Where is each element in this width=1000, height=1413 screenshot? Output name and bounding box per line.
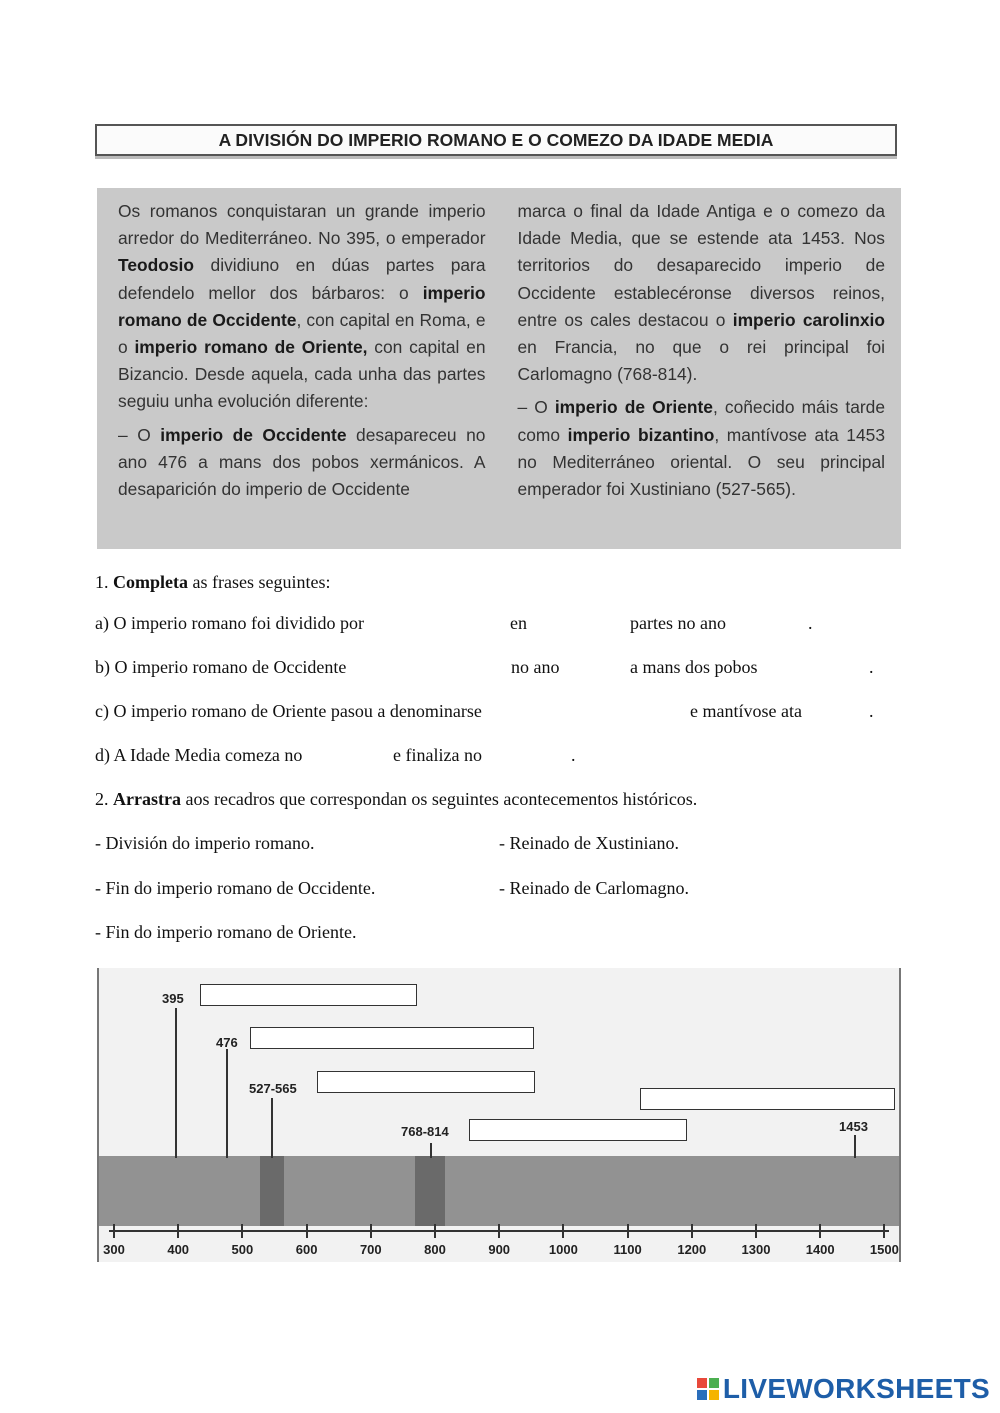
timeline-tick: [627, 1224, 629, 1238]
timeline-tick: [434, 1224, 436, 1238]
label-527-565: 527-565: [249, 1081, 297, 1096]
timeline-tick: [241, 1224, 243, 1238]
drop-box-527-565[interactable]: [317, 1071, 535, 1093]
label-768-814: 768-814: [401, 1124, 449, 1139]
timeline-tick: [691, 1224, 693, 1238]
timeline-tick: [498, 1224, 500, 1238]
reading-passage: [97, 188, 901, 549]
reading-right-column: [518, 198, 886, 549]
timeline-tick-label: 800: [424, 1242, 446, 1257]
liveworksheets-logo: [697, 1373, 990, 1405]
timeline-tick-label: 500: [231, 1242, 254, 1257]
reading-paragraph: Os romanos conquistaran un grande imperio arredor do Mediterráneo. No 395, o emperador Teodosio dividiuno en dúas partes para defendelo mellor dos bárbaros: o imperio romano de Occidente, con capital en Roma, e o imperio romano de Oriente, con capital en Bizancio. Desde aquela, cada unha das partes seguiu unha evolución diferente:: [118, 201, 486, 412]
timeline-tick-label: 1500: [869, 1242, 899, 1257]
drop-box-768-814[interactable]: [469, 1119, 687, 1141]
marker-line-527: [271, 1098, 273, 1158]
reading-paragraph: marca o final da Idade Antiga e o comezo da Idade Media, que se estende ata 1453. Nos territorios do desaparecido imperio de Occidente establecéronse diversos reinos, entre os cales destacou o imperio carolinxio en Francia, no que o rei principal foi Carlomagno (768-814).: [517, 201, 886, 385]
timeline-tick: [819, 1224, 821, 1238]
marker-line-1453: [854, 1135, 856, 1158]
reading-paragraph: – O imperio de Oriente, coñecido máis tarde como imperio bizantino, mantívose ata 1453 no Mediterráneo oriental. O seu principal emperador foi Xustiniano (527-565).: [517, 397, 885, 500]
drop-box-476[interactable]: [250, 1027, 534, 1049]
timeline-tick: [562, 1224, 564, 1238]
reading-paragraph: – O imperio de Occidente desapareceu no ano 476 a mans dos pobos xermánicos. A desaparición do imperio de Occidente: [118, 424, 486, 500]
reading-left-column: [118, 198, 486, 549]
label-1453: 1453: [839, 1119, 868, 1134]
timeline-tick-label: 1300: [741, 1242, 771, 1257]
timeline-tick: [177, 1224, 179, 1238]
timeline-tick-label: 700: [359, 1242, 382, 1257]
reign-carlomagno-bar: [415, 1156, 445, 1226]
timeline-tick-label: 1100: [613, 1242, 642, 1257]
timeline-tick-label: 600: [295, 1242, 318, 1257]
event-item[interactable]: - Reinado de Carlomagno.: [499, 878, 689, 898]
marker-line-395: [175, 1008, 177, 1158]
exercise2-heading: 2. Arrastra aos recadros que correspondan os seguintes acontecementos históricos.: [95, 789, 698, 809]
worksheet-title: A DIVISIÓN DO IMPERIO ROMANO E O COMEZO DA IDADE MEDIA: [95, 124, 897, 156]
timeline-tick-label: 1400: [805, 1242, 835, 1257]
timeline-tick-label: 1200: [677, 1242, 707, 1257]
reign-xustiniano-bar: [260, 1156, 284, 1226]
timeline-tick: [883, 1224, 885, 1238]
label-476: 476: [216, 1035, 238, 1050]
timeline: [97, 968, 901, 1262]
liveworksheets-logo-text: LIVEWORKSHEETS: [722, 1373, 990, 1404]
event-item[interactable]: - Reinado de Xustiniano.: [499, 833, 679, 853]
timeline-tick: [370, 1224, 372, 1238]
timeline-tick: [755, 1224, 757, 1238]
timeline-tick: [306, 1224, 308, 1238]
timeline-tick-label: 1000: [548, 1242, 578, 1257]
timeline-tick-label: 300: [103, 1242, 125, 1257]
event-item[interactable]: - Fin do imperio romano de Oriente.: [95, 922, 357, 942]
event-item[interactable]: - División do imperio romano.: [95, 833, 315, 853]
marker-line-476: [226, 1049, 228, 1158]
liveworksheets-logo-icon: [697, 1378, 719, 1400]
timeline-tick-label: 400: [167, 1242, 190, 1257]
timeline-tick: [113, 1224, 115, 1238]
timeline-tick-label: 900: [488, 1242, 511, 1257]
timeline-band: [99, 1156, 899, 1226]
drop-box-1453[interactable]: [640, 1088, 895, 1110]
exercise1-heading: 1. Completa as frases seguintes:: [95, 572, 331, 592]
label-395: 395: [162, 991, 184, 1006]
event-item[interactable]: - Fin do imperio romano de Occidente.: [95, 878, 376, 898]
marker-line-768: [430, 1143, 432, 1158]
drop-box-395[interactable]: [200, 984, 417, 1006]
